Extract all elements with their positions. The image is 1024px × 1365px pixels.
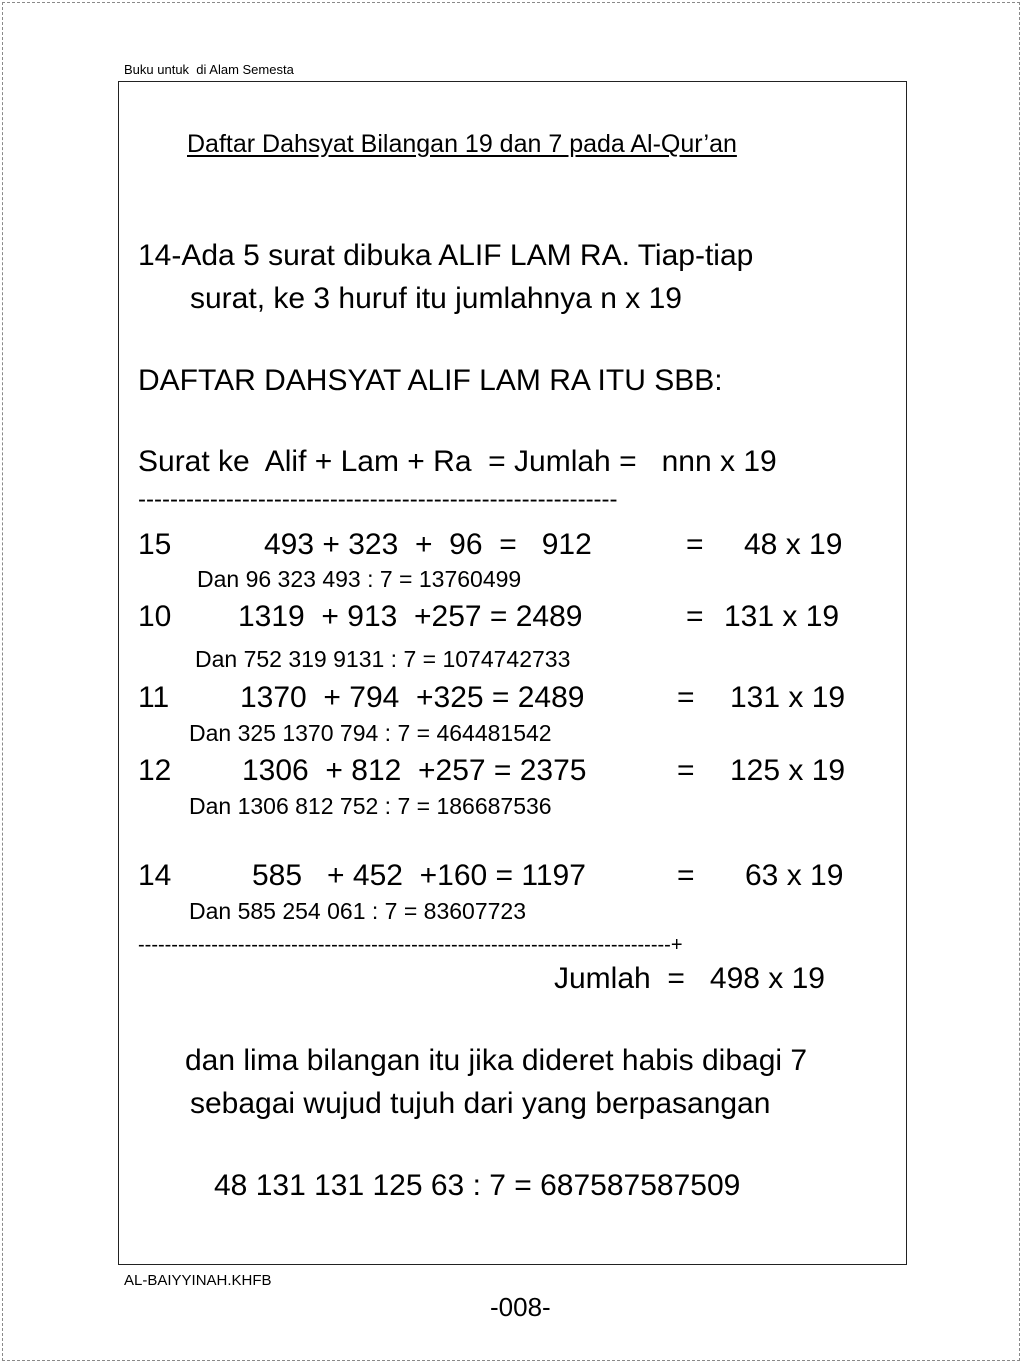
conclusion-line-1: dan lima bilangan itu jika dideret habis dibagi 7 — [185, 1044, 808, 1077]
row-result: 48 x 19 — [744, 528, 843, 561]
row-sum: 1319 + 913 +257 = 2489 — [238, 600, 583, 633]
row-equals: = — [686, 528, 704, 561]
separator-top: ------------------------------------------------------------ — [138, 486, 618, 513]
row-surat: 14 — [138, 859, 172, 892]
row-note: Dan 585 254 061 : 7 = 83607723 — [189, 898, 526, 924]
conclusion-line-2: sebagai wujud tujuh dari yang berpasangan — [190, 1087, 771, 1120]
page-number: -008- — [490, 1292, 551, 1322]
row-surat: 15 — [138, 528, 172, 561]
row-equals: = — [677, 681, 695, 714]
publisher-label: AL-BAIYYINAH.KHFB — [124, 1272, 272, 1289]
total-line: Jumlah = 498 x 19 — [554, 962, 825, 995]
row-sum: 1306 + 812 +257 = 2375 — [242, 754, 587, 787]
row-note: Dan 96 323 493 : 7 = 13760499 — [197, 566, 522, 592]
list-heading: DAFTAR DAHSYAT ALIF LAM RA ITU SBB: — [138, 364, 723, 397]
final-equation: 48 131 131 125 63 : 7 = 687587587509 — [214, 1169, 741, 1202]
separator-bottom: --------------------------------------------------------------------------------+ — [138, 934, 683, 956]
page-title: Daftar Dahsyat Bilangan 19 dan 7 pada Al-Qur’an — [187, 130, 737, 158]
table-header: Surat ke Alif + Lam + Ra = Jumlah = nnn x 19 — [138, 445, 777, 478]
intro-line-1: 14-Ada 5 surat dibuka ALIF LAM RA. Tiap-tiap — [138, 239, 754, 272]
row-surat: 10 — [138, 600, 172, 633]
row-result: 131 x 19 — [724, 600, 840, 633]
row-surat: 12 — [138, 754, 172, 787]
row-sum: 585 + 452 +160 = 1197 — [252, 859, 586, 892]
row-surat: 11 — [138, 681, 170, 714]
row-sum: 493 + 323 + 96 = 912 — [264, 528, 592, 561]
row-note: Dan 752 319 9131 : 7 = 1074742733 — [195, 646, 571, 672]
row-result: 131 x 19 — [730, 681, 846, 714]
row-note: Dan 1306 812 752 : 7 = 186687536 — [189, 793, 552, 819]
row-note: Dan 325 1370 794 : 7 = 464481542 — [189, 720, 552, 746]
row-sum: 1370 + 794 +325 = 2489 — [240, 681, 585, 714]
row-equals: = — [686, 600, 704, 633]
book-header: Buku untuk di Alam Semesta — [124, 62, 294, 77]
row-result: 63 x 19 — [745, 859, 844, 892]
row-result: 125 x 19 — [730, 754, 846, 787]
row-equals: = — [677, 754, 695, 787]
intro-line-2: surat, ke 3 huruf itu jumlahnya n x 19 — [190, 282, 682, 315]
row-equals: = — [677, 859, 695, 892]
